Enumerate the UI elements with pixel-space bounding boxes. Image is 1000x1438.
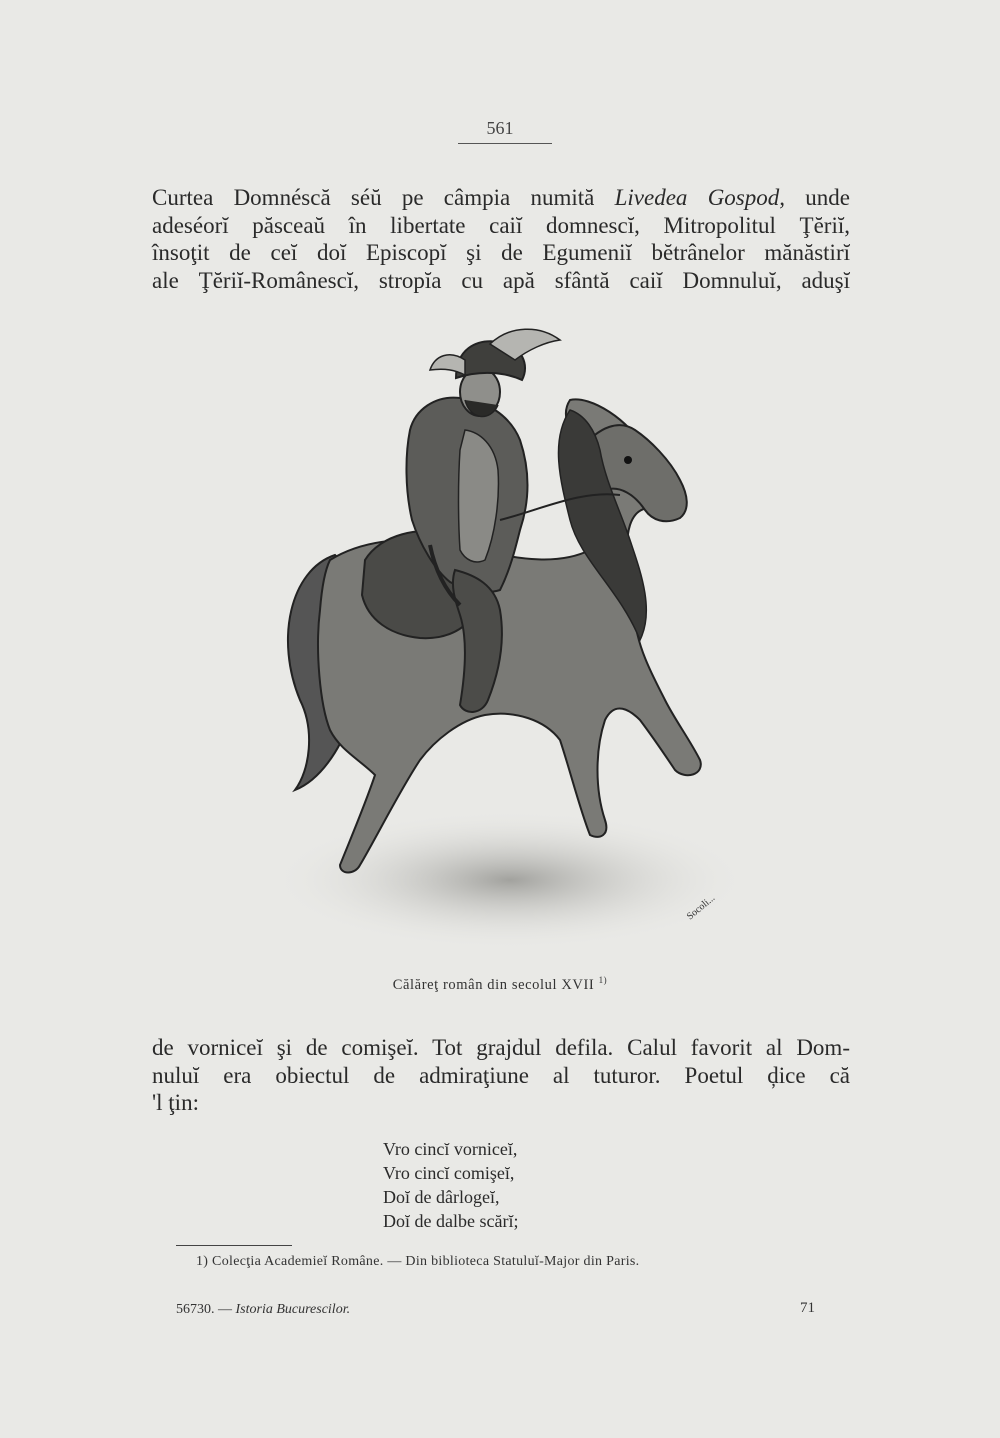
footnote-mark: 1) [598, 975, 608, 985]
footer-signature [176, 1302, 350, 1318]
text-line: de vorniceĭ şi de comişeĭ. Tot grajdul defila. Calul favorit al Dom- [152, 1035, 850, 1060]
paragraph-bottom [152, 1034, 850, 1117]
poem-line: Doĭ de dârlogeĭ, [383, 1187, 500, 1207]
poem-line: Vro cincĭ vorniceĭ, [383, 1139, 518, 1159]
text-line: însoţit de ceĭ doĭ Episcopĭ şi de Egumeniĭ bĕtrânelor mănăstirĭ [152, 240, 850, 265]
text-span: Curtea Domnéscă séŭ pe câmpia numită [152, 185, 615, 210]
footnote: 1) Colecţia Academieĭ Române. — Din biblioteca Statuluĭ-Major din Paris. [196, 1254, 640, 1269]
poem-block [383, 1137, 518, 1233]
ground-shadow [270, 810, 750, 950]
caption-text: Călăreţ român din secolul XVII [392, 976, 595, 993]
text-line [152, 184, 850, 212]
page-number-rule [458, 143, 552, 144]
footer-page-marker: 71 [800, 1300, 815, 1316]
text-line: adeséorĭ păsceaŭ în libertate caiĭ domnescĭ, Mitropolitul Ţĕriĭ, [152, 212, 850, 238]
illustration-caption [0, 975, 1000, 994]
horseman-illustration [260, 320, 760, 960]
footer-title: Istoria Bucurescilor. [235, 1302, 351, 1317]
italic-place-name: Livedea Gospod, [614, 185, 786, 210]
paragraph-top [152, 184, 850, 294]
text-line: 'l ţin: [152, 1090, 199, 1115]
text-span: unde [785, 185, 850, 210]
text-line: ale Ţĕriĭ-Românescĭ, stropĭa cu apă sfântă caiĭ Domnuluĭ, aduşĭ [152, 267, 850, 293]
hat-feather [430, 355, 465, 375]
page-number: 561 [486, 118, 514, 138]
footnote-rule [176, 1245, 292, 1246]
text-line: nuluĭ era obiectul de admiraţiune al tuturor. Poetul ḑice că [152, 1062, 850, 1088]
horse-eye [624, 456, 632, 464]
engraver-signature: Socoli... [684, 892, 718, 923]
footer-number: 56730. — [176, 1302, 236, 1317]
poem-line: Doĭ de dalbe scărĭ; [383, 1211, 519, 1231]
poem-line: Vro cincĭ comişeĭ, [383, 1163, 515, 1183]
